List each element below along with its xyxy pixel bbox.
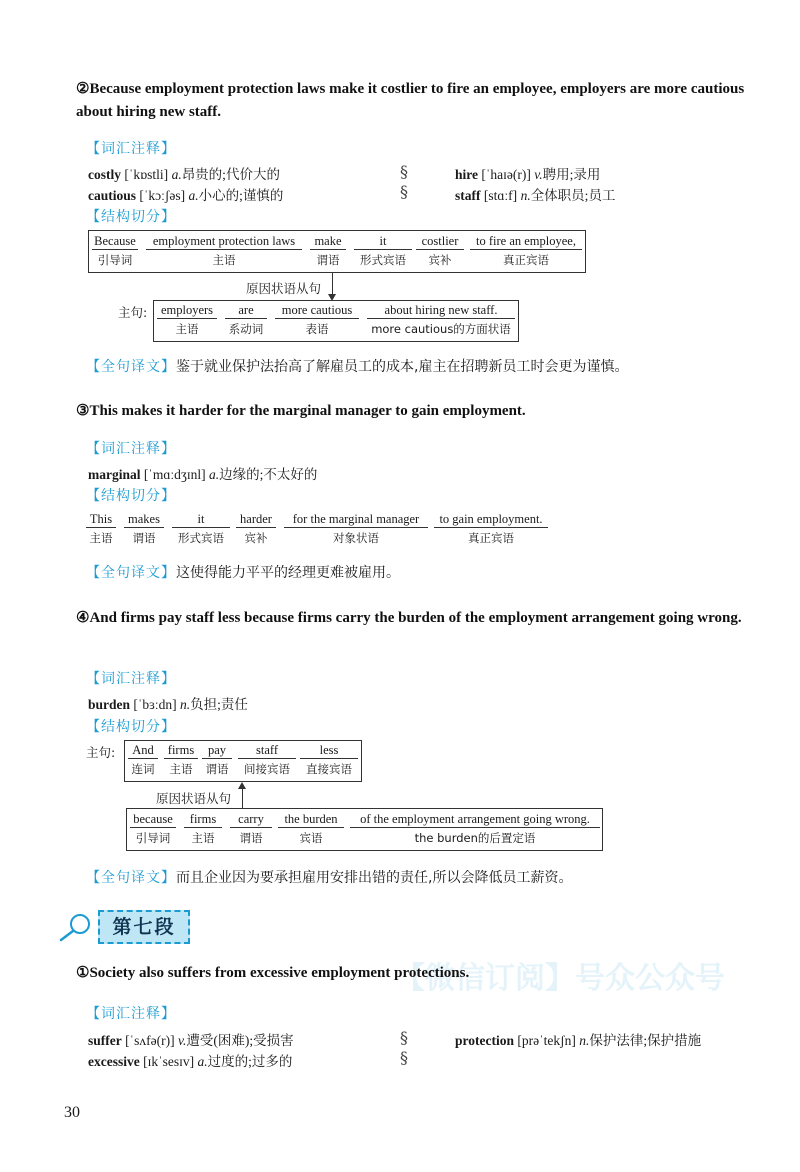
section-title: 第七段 — [98, 910, 190, 944]
vocab-entry: hire [ˈhaɪə(r)] v.聘用;录用 — [455, 167, 601, 182]
segment: And 连词 — [128, 743, 158, 777]
main-label: 主句: — [86, 745, 116, 760]
structure-tag: 【结构切分】 — [86, 209, 176, 225]
divider-squiggle-icon: § — [400, 1028, 408, 1047]
arrow-line — [242, 788, 243, 808]
structure-tag: 【结构切分】 — [86, 719, 176, 735]
segment: about hiring new staff. more cautious的方面状语 — [367, 303, 515, 337]
translation: 【全句译文】鉴于就业保护法抬高了解雇员工的成本,雇主在招聘新员工时会更为谨慎。 — [86, 359, 629, 375]
sentence-4: ④And firms pay staff less because firms carry the burden of the employment arrangement going wrong. — [76, 610, 742, 626]
segment: carry 谓语 — [230, 812, 272, 846]
translation: 【全句译文】而且企业因为要承担雇用安排出错的责任,所以会降低员工薪资。 — [86, 870, 573, 886]
segment: costlier 宾补 — [416, 234, 464, 268]
segment: make 谓语 — [310, 234, 346, 268]
segment: firms 主语 — [184, 812, 222, 846]
segment: for the marginal manager 对象状语 — [284, 512, 428, 546]
segment: harder 宾补 — [236, 512, 276, 546]
segment: it 形式宾语 — [354, 234, 412, 268]
vocab-tag: 【词汇注释】 — [86, 441, 176, 457]
segment: firms 主语 — [164, 743, 198, 777]
translation: 【全句译文】这使得能力平平的经理更难被雇用。 — [86, 565, 400, 581]
arrow-line — [332, 273, 333, 295]
segment: to gain employment. 真正宾语 — [434, 512, 548, 546]
segment: because 引导词 — [130, 812, 176, 846]
segment: makes 谓语 — [124, 512, 164, 546]
divider-squiggle-icon: § — [400, 182, 408, 201]
segment: employment protection laws 主语 — [146, 234, 302, 268]
watermark: 【微信订阅】号众公众号 — [395, 961, 725, 993]
segment: This 主语 — [86, 512, 116, 546]
vocab-entry: staff [stɑːf] n.全体职员;员工 — [455, 188, 616, 203]
vocab-entry: marginal [ˈmɑːdʒɪnl] a.边缘的;不太好的 — [88, 467, 318, 482]
divider-squiggle-icon: § — [400, 1048, 408, 1067]
magnifier-icon — [58, 912, 94, 942]
clause-label: 原因状语从句 — [246, 281, 322, 296]
segment: it 形式宾语 — [172, 512, 230, 546]
segment: the burden 宾语 — [278, 812, 344, 846]
page-number: 30 — [64, 1104, 80, 1121]
sentence-2: ②Because employment protection laws make it costlier to fire an employee, employers are more cautious about hiring new staff. — [76, 81, 745, 120]
vocab-entry: protection [prəˈtekʃn] n.保护法律;保护措施 — [455, 1033, 702, 1048]
vocab-entry: suffer [ˈsʌfə(r)] v.遭受(困难);受损害 — [88, 1033, 294, 1048]
divider-squiggle-icon: § — [400, 162, 408, 181]
segment: pay 谓语 — [202, 743, 232, 777]
clause-label: 原因状语从句 — [156, 791, 232, 806]
vocab-tag: 【词汇注释】 — [86, 671, 176, 687]
segment: staff 间接宾语 — [238, 743, 296, 777]
sentence-3: ③This makes it harder for the marginal manager to gain employment. — [76, 403, 526, 419]
segment: Because 引导词 — [92, 234, 138, 268]
segment: are 系动词 — [225, 303, 267, 337]
vocab-entry: excessive [ɪkˈsesɪv] a.过度的;过多的 — [88, 1054, 293, 1069]
sentence-p7-1: ①Society also suffers from excessive employment protections. — [76, 965, 470, 981]
vocab-entry: burden [ˈbɜːdn] n.负担;责任 — [88, 697, 248, 712]
segment: less 直接宾语 — [300, 743, 358, 777]
vocab-tag: 【词汇注释】 — [86, 141, 176, 157]
segment: to fire an employee, 真正宾语 — [470, 234, 582, 268]
structure-tag: 【结构切分】 — [86, 488, 176, 504]
segment: of the employment arrangement going wrong. the burden的后置定语 — [350, 812, 600, 846]
segment: more cautious 表语 — [275, 303, 359, 337]
vocab-entry: cautious [ˈkɔːʃəs] a.小心的;谨慎的 — [88, 188, 284, 203]
main-label: 主句: — [118, 305, 148, 320]
vocab-entry: costly [ˈkɒstli] a.昂贵的;代价大的 — [88, 167, 280, 182]
segment: employers 主语 — [157, 303, 217, 337]
vocab-tag: 【词汇注释】 — [86, 1006, 176, 1022]
